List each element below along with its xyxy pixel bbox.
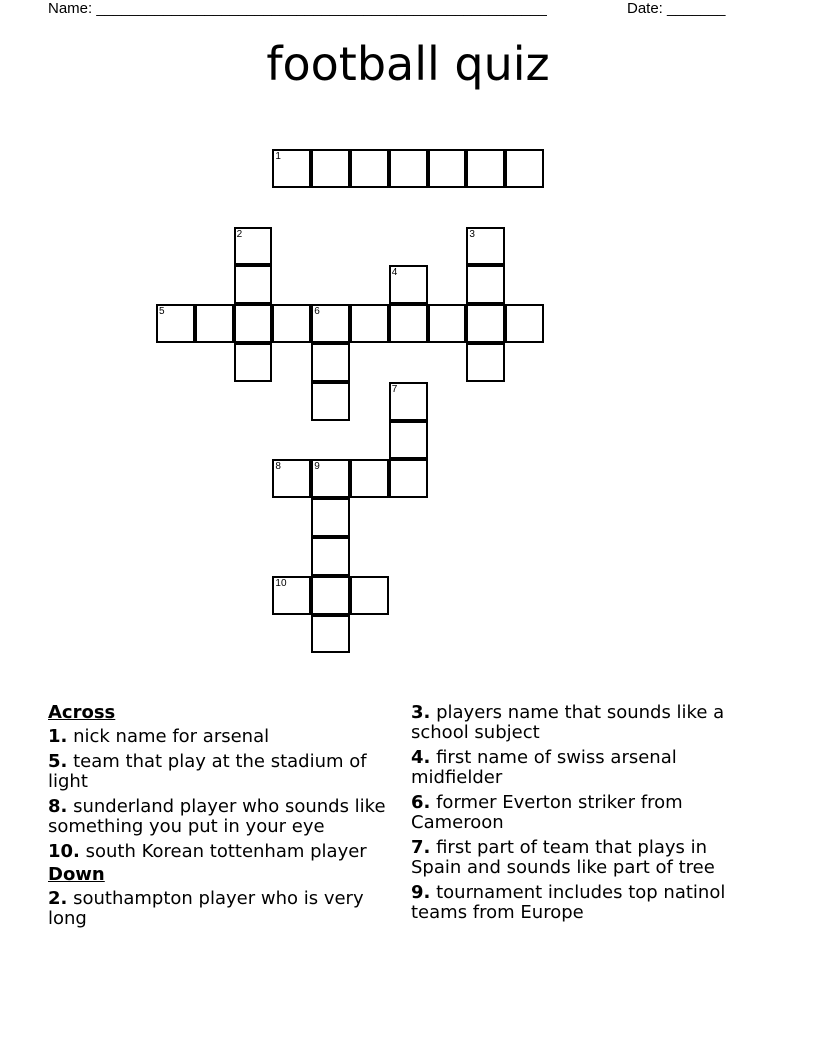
date-field[interactable]: Date: _______ — [627, 0, 726, 17]
clues-column-left — [48, 703, 403, 934]
grid-cell[interactable] — [350, 459, 389, 498]
clue-number: 2. — [48, 888, 68, 909]
across-heading: Across — [48, 702, 116, 723]
grid-cell[interactable] — [389, 149, 428, 188]
cell-number: 7 — [391, 383, 398, 395]
clue-text: first name of swiss arsenal midfielder — [411, 747, 677, 788]
clue-number: 3. — [411, 702, 431, 723]
cell-number: 2 — [236, 228, 243, 240]
cell-number: 4 — [391, 267, 398, 279]
clue-across-1 — [48, 727, 403, 747]
grid-cell[interactable] — [234, 227, 273, 266]
clue-number: 1. — [48, 726, 68, 747]
clue-number: 10. — [48, 841, 80, 862]
clue-number: 7. — [411, 837, 431, 858]
grid-cell[interactable] — [389, 421, 428, 460]
page-title: football quiz — [266, 37, 550, 91]
cell-number: 8 — [275, 461, 281, 473]
grid-cell[interactable] — [234, 304, 273, 343]
clue-number: 6. — [411, 792, 431, 813]
clue-number: 5. — [48, 751, 68, 772]
grid-cell[interactable] — [466, 227, 505, 266]
grid-cell[interactable] — [311, 149, 350, 188]
clue-text: southampton player who is very long — [48, 888, 364, 929]
grid-cell[interactable] — [272, 459, 311, 498]
grid-cell[interactable] — [428, 304, 467, 343]
grid-cell[interactable] — [428, 149, 467, 188]
clue-text: players name that sounds like a school subject — [411, 702, 725, 743]
grid-cell[interactable] — [195, 304, 234, 343]
grid-cell[interactable] — [311, 382, 350, 421]
clue-down-6 — [411, 793, 756, 833]
grid-cell[interactable] — [389, 265, 428, 304]
clue-across-5 — [48, 752, 403, 792]
clue-text: south Korean tottenham player — [79, 841, 367, 862]
grid-cell[interactable] — [272, 304, 311, 343]
grid-cell[interactable] — [350, 149, 389, 188]
cell-number: 1 — [275, 151, 281, 162]
grid-cell[interactable] — [311, 576, 350, 615]
clue-text: nick name for arsenal — [67, 726, 270, 747]
clue-down-4 — [411, 748, 756, 788]
grid-cell[interactable] — [389, 459, 428, 498]
clue-down-9 — [411, 883, 756, 923]
clue-text: tournament includes top natinol teams from Europe — [411, 882, 726, 923]
clue-across-10 — [48, 842, 403, 862]
grid-cell[interactable] — [389, 304, 428, 343]
grid-cell[interactable] — [466, 343, 505, 382]
clue-number: 4. — [411, 747, 431, 768]
grid-cell[interactable] — [311, 343, 350, 382]
clue-down-7 — [411, 838, 756, 878]
grid-cell[interactable] — [234, 265, 273, 304]
grid-cell[interactable] — [311, 537, 350, 576]
clues-column-right — [411, 703, 756, 928]
grid-cell[interactable] — [466, 265, 505, 304]
grid-cell[interactable] — [156, 304, 195, 343]
cell-number: 5 — [159, 306, 165, 318]
grid-cell[interactable] — [350, 576, 389, 615]
grid-cell[interactable] — [234, 343, 273, 382]
clue-text: first part of team that plays in Spain and sounds like part of tree — [411, 837, 715, 878]
clue-text: sunderland player who sounds like something you put in your eye — [48, 796, 386, 837]
cell-number: 10 — [275, 577, 287, 589]
clue-down-3 — [411, 703, 756, 743]
grid-cell[interactable] — [466, 304, 505, 343]
clue-number: 8. — [48, 796, 68, 817]
grid-cell[interactable] — [311, 615, 350, 654]
grid-cell[interactable] — [505, 304, 544, 343]
grid-cell[interactable] — [389, 382, 428, 421]
grid-cell[interactable] — [505, 149, 544, 188]
clue-across-8 — [48, 797, 403, 837]
grid-cell[interactable] — [350, 304, 389, 343]
grid-cell[interactable] — [311, 459, 350, 498]
clue-text: team that play at the stadium of light — [48, 751, 367, 792]
clue-text: former Everton striker from Cameroon — [411, 792, 683, 833]
grid-cell[interactable] — [272, 576, 311, 615]
cell-number: 6 — [314, 306, 320, 318]
name-field[interactable]: Name: ______________________________________________________ — [48, 0, 547, 17]
down-heading: Down — [48, 864, 105, 885]
clue-number: 9. — [411, 882, 431, 903]
cell-number: 9 — [314, 461, 320, 473]
grid-cell[interactable] — [311, 498, 350, 537]
grid-cell[interactable] — [272, 149, 311, 188]
clue-down-2 — [48, 889, 403, 929]
grid-cell[interactable] — [466, 149, 505, 188]
cell-number: 3 — [469, 228, 475, 240]
grid-cell[interactable] — [311, 304, 350, 343]
